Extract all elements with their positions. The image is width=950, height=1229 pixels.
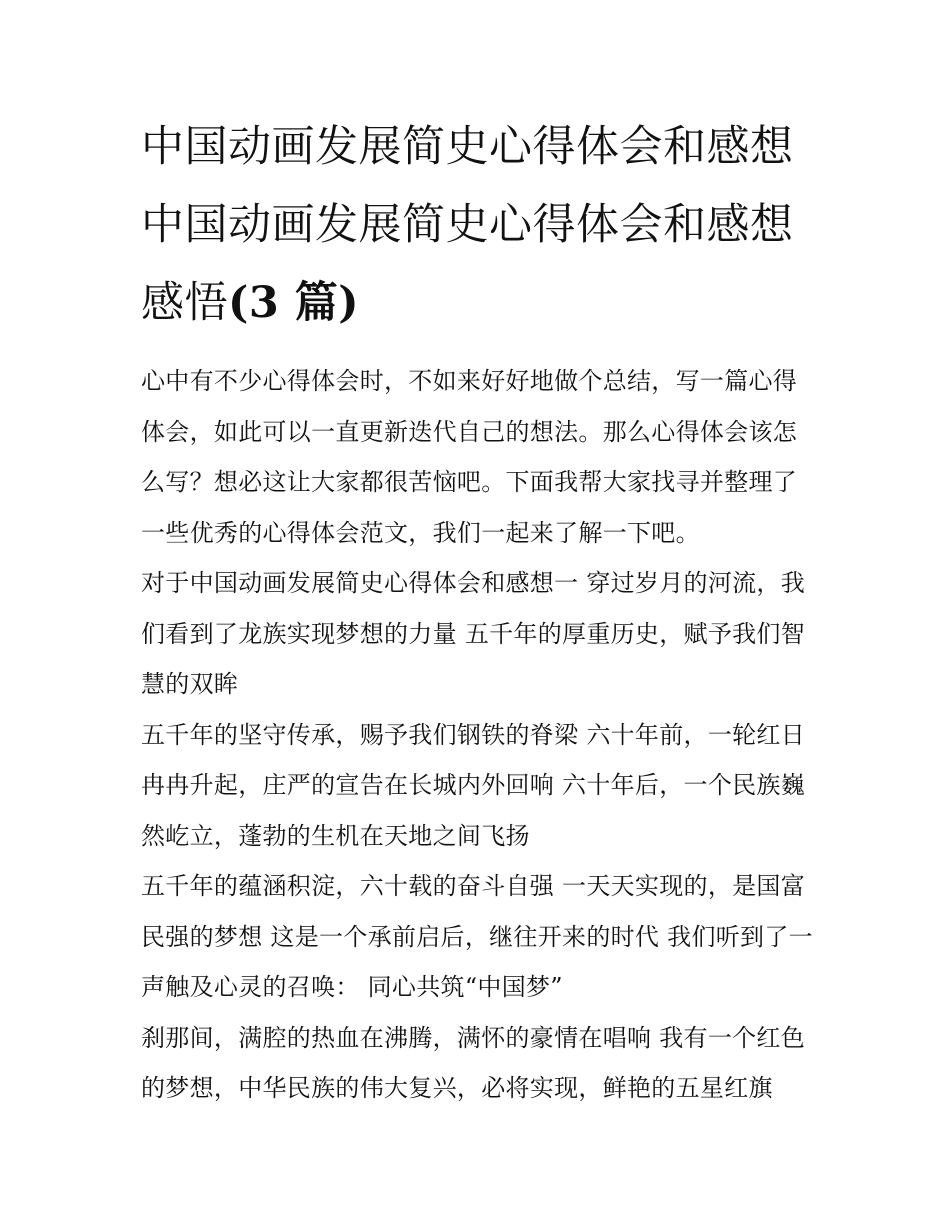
paragraph-intro: 心中有不少心得体会时，不如来好好地做个总结，写一篇心得体会，如此可以一直更新迭代自己的想法。那么心得体会该怎么写？想必这让大家都很苦恼吧。下面我帮大家找寻并整理了一些优秀的心得体会范文，我们一起来了解一下吧。 <box>141 367 798 547</box>
document-title <box>141 108 813 342</box>
paragraph-3: 五千年的坚守传承，赐予我们钢铁的脊梁 六十年前，一轮红日冉冉升起，庄严的宣告在长城内外回响 六十年后，一个民族巍然屹立，蓬勃的生机在天地之间飞扬 <box>141 720 806 850</box>
document-content <box>141 108 813 1114</box>
document-title-text: 中国动画发展简史心得体会和感想 中国动画发展简史心得体会和感想感悟 <box>141 122 794 328</box>
paragraph-4: 五千年的蕴涵积淀，六十载的奋斗自强 一天天实现的，是国富民强的梦想 这是一个承前启后，继往开来的时代 我们听到了一声触及心灵的召唤： 同心共筑“中国梦” <box>141 872 813 1001</box>
paragraph-5: 刹那间，满腔的热血在沸腾，满怀的豪情在唱响 我有一个红色的梦想，中华民族的伟大复兴，必将实现，鲜艳的五星红旗 <box>141 1023 806 1102</box>
document-title-count: (3 篇) <box>228 278 360 328</box>
paragraph-2: 对于中国动画发展简史心得体会和感想一 穿过岁月的河流，我们看到了龙族实现梦想的力量 五千年的厚重历史，赋予我们智慧的双眸 <box>141 569 806 698</box>
